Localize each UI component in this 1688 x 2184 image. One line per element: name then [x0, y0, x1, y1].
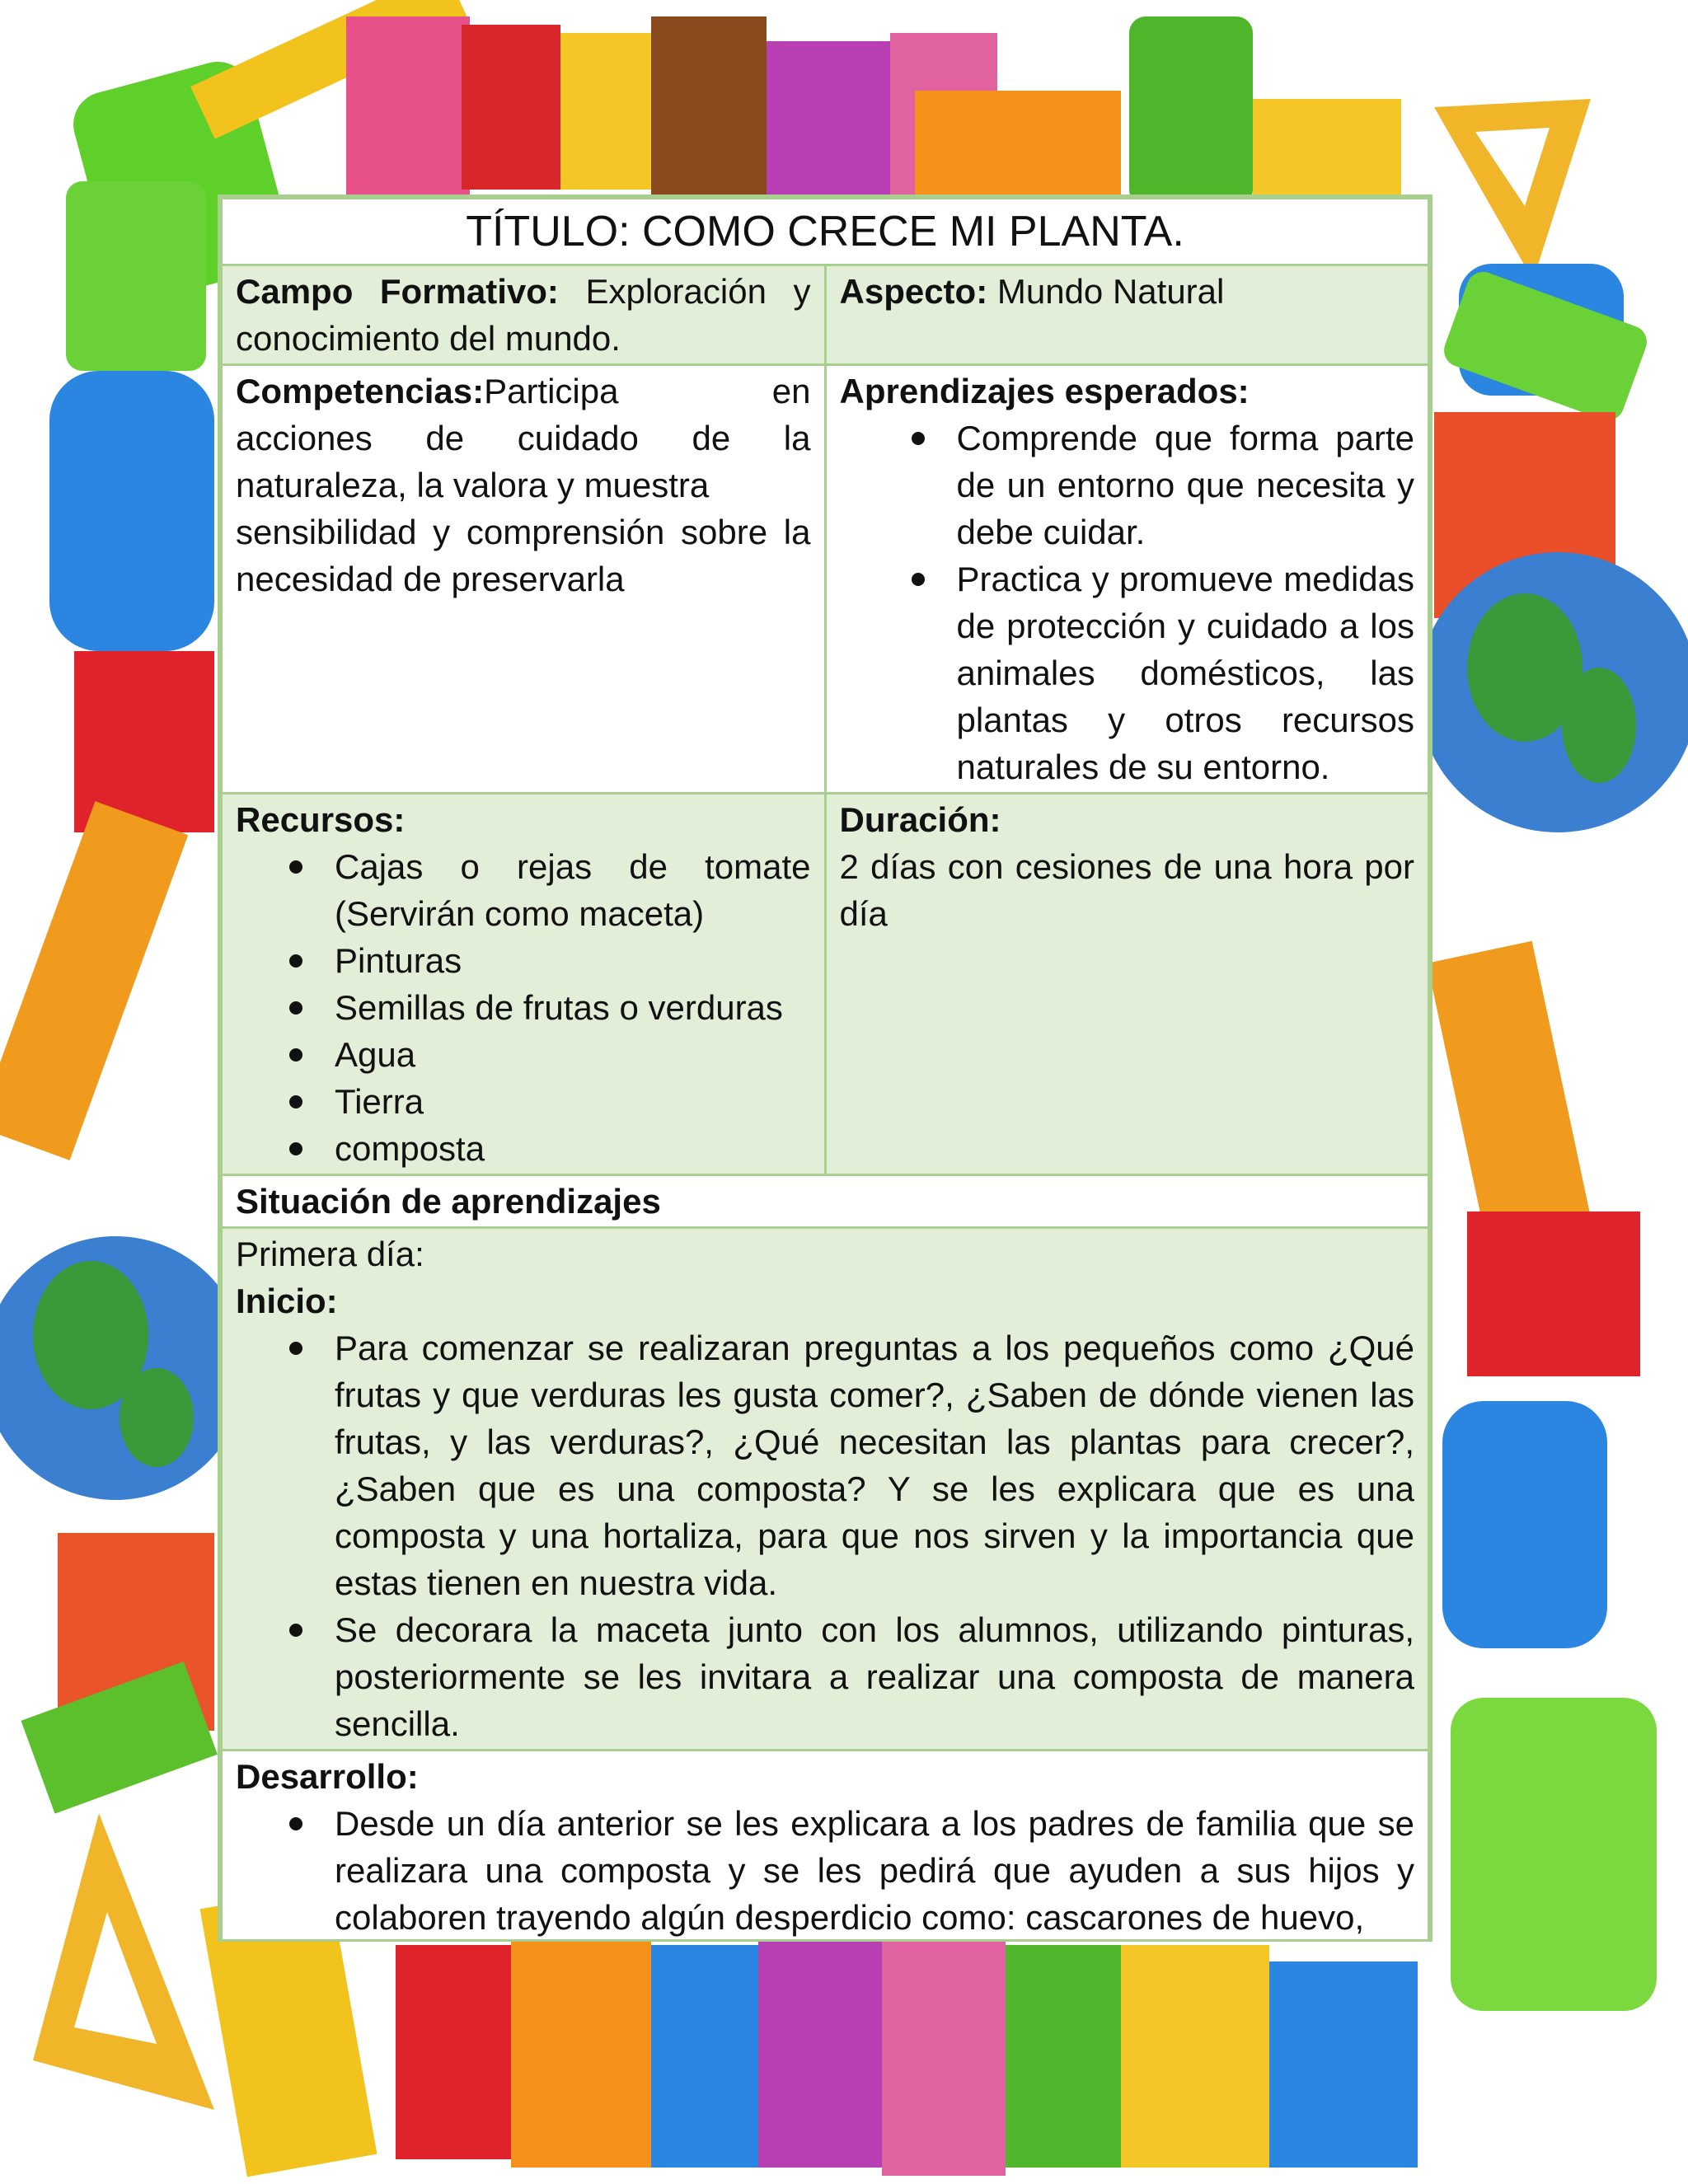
book-red-icon [462, 25, 560, 190]
list-item: Se decorara la maceta junto con los alumnos, utilizando pinturas, posteriormente se les invitara a realizar una composta de manera sencilla. [335, 1606, 1414, 1747]
set-square-top-icon [1434, 99, 1591, 280]
competencias-cell [222, 365, 826, 794]
desarrollo-list [236, 1800, 1414, 1941]
situacion-heading-cell [222, 1175, 1429, 1228]
list-item: Para comenzar se realizaran preguntas a los pequeños como ¿Qué frutas y que verduras les gusta comer?, ¿Saben de dónde vienen las frutas, y las verduras?, ¿Qué necesitan las plantas para crecer?, ¿Saben que es una composta? Y se les explicara que es una composta y una hortaliza, para que nos sirven y la importancia que estas tienen en nuestra vida. [335, 1324, 1414, 1606]
list-item: Semillas de frutas o verduras [335, 984, 811, 1031]
aprendizajes-label: Aprendizajes esperados: [839, 372, 1250, 410]
book-brown-icon [651, 16, 767, 198]
recursos-label: Recursos: [236, 800, 406, 839]
book-pink-bottom-icon [882, 1937, 1006, 2176]
book-yellow-icon [560, 33, 651, 190]
primer-dia-text: Primera día: [236, 1235, 424, 1273]
marker-blue-icon [49, 371, 214, 651]
crayon-green-right-icon [1451, 1698, 1657, 2011]
book-orange-bottom-icon [511, 1937, 651, 2168]
competencias-label: Competencias: [236, 372, 485, 410]
book-purple-bottom-icon [758, 1937, 882, 2168]
inicio-label: Inicio: [236, 1282, 338, 1320]
situacion-label: Situación de aprendizajes [236, 1182, 661, 1221]
list-item: Desde un día anterior se les explicara a los padres de familia que se realizara una composta y se les pedirá que ayuden a sus hijos y colaboren trayendo algún desperdicio como: cascarones de huevo, [335, 1800, 1414, 1941]
competencias-text-2: sensibilidad y comprensión sobre la necesidad de preservarla [236, 513, 811, 598]
planning-table [220, 197, 1430, 1942]
planning-document [218, 194, 1432, 1942]
competencias-text-1: Participa en acciones de cuidado de la naturaleza, la valora y muestra [236, 372, 811, 504]
list-item: composta [335, 1125, 811, 1172]
document-title: TÍTULO: COMO CRECE MI PLANTA. [222, 199, 1429, 265]
list-item: Pinturas [335, 937, 811, 984]
aspecto-cell [825, 265, 1429, 365]
desarrollo-label: Desarrollo: [236, 1757, 419, 1796]
list-item: Tierra [335, 1078, 811, 1125]
crayon-red-bottom-icon [396, 1945, 511, 2159]
book-pink-icon [346, 16, 470, 198]
list-item: Cajas o rejas de tomate (Servirán como maceta) [335, 843, 811, 937]
recursos-list [236, 843, 811, 1172]
aprendizajes-list [840, 415, 1415, 790]
campo-formativo-cell [222, 265, 826, 365]
crayon-green-bottom-icon [1006, 1945, 1121, 2168]
duracion-cell [825, 794, 1429, 1175]
campo-formativo-label: Campo Formativo: [236, 272, 559, 311]
inicio-list [236, 1324, 1414, 1747]
box-yellow-icon [1253, 99, 1401, 198]
aspecto-label: Aspecto: [839, 272, 988, 311]
book-yellow2-bottom-icon [1121, 1945, 1269, 2168]
desarrollo-cell [222, 1750, 1429, 1943]
list-item: Comprende que forma parte de un entorno que necesita y debe cuidar. [957, 415, 1415, 555]
aprendizajes-cell [825, 365, 1429, 794]
inicio-cell [222, 1228, 1429, 1750]
duracion-label: Duración: [839, 800, 1001, 839]
marker-green-icon [1129, 16, 1253, 206]
marker-blue-right2-icon [1442, 1401, 1607, 1648]
book-purple-icon [767, 41, 890, 198]
list-item: Agua [335, 1031, 811, 1078]
duracion-text: 2 días con cesiones de una hora por día [839, 847, 1414, 933]
list-item: Practica y promueve medidas de protección y cuidado a los animales domésticos, las plantas y otros recursos naturales de su entorno. [957, 555, 1415, 790]
book-blue-bottom-icon [651, 1945, 758, 2168]
campo-formativo-text: Exploración y conocimiento del mundo. [236, 272, 811, 358]
book-red-right-icon [1467, 1212, 1640, 1376]
aspecto-text: Mundo Natural [996, 272, 1225, 311]
ruler-left-icon [0, 801, 188, 1160]
recursos-cell [222, 794, 826, 1175]
crayon-blue-bottom-icon [1269, 1961, 1418, 2168]
pencil-green-icon [66, 181, 206, 371]
box-orange-icon [915, 91, 1121, 198]
